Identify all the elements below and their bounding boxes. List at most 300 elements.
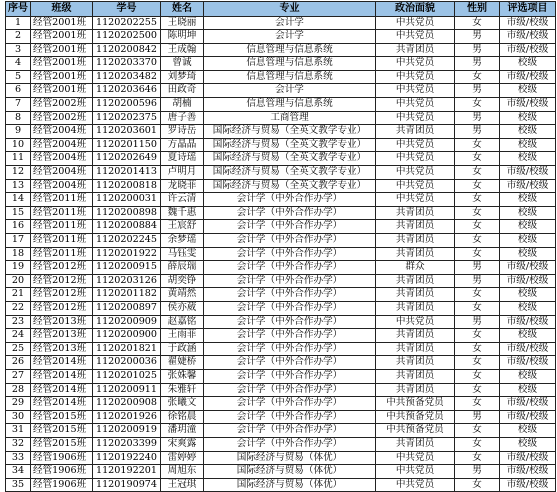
cell-award-level: 市级/校级 bbox=[500, 274, 556, 288]
cell-major: 会计学 bbox=[204, 84, 376, 98]
cell-index: 11 bbox=[6, 152, 31, 166]
cell-award-level: 校级 bbox=[500, 288, 556, 302]
table-row bbox=[6, 206, 556, 220]
cell-student-id: 1120201150 bbox=[93, 138, 161, 152]
cell-award-level: 市级/校级 bbox=[500, 166, 556, 180]
cell-class: 经管1906班 bbox=[31, 451, 93, 465]
cell-major: 会计学（中外合作办学） bbox=[204, 247, 376, 261]
cell-major: 会计学（中外合作办学） bbox=[204, 383, 376, 397]
cell-index: 16 bbox=[6, 220, 31, 234]
document-page bbox=[5, 1, 555, 492]
cell-political-status: 共青团员 bbox=[376, 125, 455, 139]
cell-student-id: 1120200036 bbox=[93, 356, 161, 370]
cell-gender: 女 bbox=[455, 288, 500, 302]
table-row bbox=[6, 356, 556, 370]
cell-student-id: 1120200818 bbox=[93, 179, 161, 193]
cell-class: 经管2011班 bbox=[31, 234, 93, 248]
table-row bbox=[6, 193, 556, 207]
cell-gender: 女 bbox=[455, 383, 500, 397]
table-row bbox=[6, 84, 556, 98]
table-row bbox=[6, 152, 556, 166]
cell-class: 经管2015班 bbox=[31, 437, 93, 451]
cell-award-level: 校级 bbox=[500, 301, 556, 315]
cell-index: 31 bbox=[6, 424, 31, 438]
cell-major: 会计学（中外合作办学） bbox=[204, 193, 376, 207]
cell-index: 2 bbox=[6, 30, 31, 44]
cell-major: 会计学（中外合作办学） bbox=[204, 220, 376, 234]
cell-student-id: 1120190974 bbox=[93, 478, 161, 492]
table-row bbox=[6, 465, 556, 479]
cell-index: 9 bbox=[6, 125, 31, 139]
cell-index: 14 bbox=[6, 193, 31, 207]
cell-political-status: 共青团员 bbox=[376, 329, 455, 343]
cell-award-level: 市级/校级 bbox=[500, 315, 556, 329]
cell-class: 经管2001班 bbox=[31, 84, 93, 98]
cell-political-status: 中共党员 bbox=[376, 30, 455, 44]
cell-name: 胡楠 bbox=[161, 98, 204, 112]
cell-student-id: 1120201922 bbox=[93, 247, 161, 261]
cell-award-level: 市级/校级 bbox=[500, 70, 556, 84]
cell-class: 经管2011班 bbox=[31, 247, 93, 261]
cell-class: 经管2013班 bbox=[31, 329, 93, 343]
cell-student-id: 1120200909 bbox=[93, 315, 161, 329]
table-row bbox=[6, 43, 556, 57]
cell-student-id: 1120200898 bbox=[93, 206, 161, 220]
cell-name: 唐子善 bbox=[161, 111, 204, 125]
cell-major: 会计学（中外合作办学） bbox=[204, 437, 376, 451]
cell-political-status: 共青团员 bbox=[376, 342, 455, 356]
cell-name: 王晓丽 bbox=[161, 16, 204, 30]
cell-gender: 男 bbox=[455, 465, 500, 479]
cell-name: 刘梦琦 bbox=[161, 70, 204, 84]
cell-award-level: 市级/校级 bbox=[500, 30, 556, 44]
cell-gender: 女 bbox=[455, 424, 500, 438]
cell-name: 曾诚 bbox=[161, 57, 204, 71]
cell-name: 黄靖然 bbox=[161, 288, 204, 302]
cell-political-status: 中共党员 bbox=[376, 166, 455, 180]
cell-student-id: 1120202500 bbox=[93, 30, 161, 44]
cell-index: 20 bbox=[6, 274, 31, 288]
cell-gender: 男 bbox=[455, 57, 500, 71]
table-row bbox=[6, 125, 556, 139]
cell-index: 32 bbox=[6, 437, 31, 451]
cell-award-level: 校级 bbox=[500, 206, 556, 220]
cell-class: 经管2014班 bbox=[31, 356, 93, 370]
cell-gender: 男 bbox=[455, 125, 500, 139]
cell-name: 于政涵 bbox=[161, 342, 204, 356]
cell-award-level: 校级 bbox=[500, 247, 556, 261]
header-class: 班级 bbox=[31, 2, 93, 17]
cell-major: 国际经济与贸易（全英文教学专业） bbox=[204, 125, 376, 139]
cell-student-id: 1120200915 bbox=[93, 261, 161, 275]
header-name: 姓名 bbox=[161, 2, 204, 17]
cell-major: 会计学（中外合作办学） bbox=[204, 342, 376, 356]
cell-political-status: 中共党员 bbox=[376, 111, 455, 125]
cell-class: 经管2001班 bbox=[31, 70, 93, 84]
table-row bbox=[6, 30, 556, 44]
cell-index: 19 bbox=[6, 261, 31, 275]
cell-student-id: 1120203601 bbox=[93, 125, 161, 139]
cell-class: 经管1906班 bbox=[31, 478, 93, 492]
cell-index: 10 bbox=[6, 138, 31, 152]
table-row bbox=[6, 16, 556, 30]
cell-award-level: 市级/校级 bbox=[500, 16, 556, 30]
table-row bbox=[6, 111, 556, 125]
cell-class: 经管2014班 bbox=[31, 397, 93, 411]
cell-student-id: 1120200919 bbox=[93, 424, 161, 438]
cell-name: 许云清 bbox=[161, 193, 204, 207]
cell-major: 会计学（中外合作办学） bbox=[204, 424, 376, 438]
cell-name: 马钰雯 bbox=[161, 247, 204, 261]
cell-award-level: 校级 bbox=[500, 152, 556, 166]
cell-index: 3 bbox=[6, 43, 31, 57]
cell-political-status: 共青团员 bbox=[376, 369, 455, 383]
cell-index: 1 bbox=[6, 16, 31, 30]
cell-political-status: 中共党员 bbox=[376, 152, 455, 166]
cell-class: 经管2011班 bbox=[31, 220, 93, 234]
cell-gender: 女 bbox=[455, 397, 500, 411]
cell-name: 夏诗瑶 bbox=[161, 152, 204, 166]
cell-gender: 女 bbox=[455, 301, 500, 315]
cell-gender: 男 bbox=[455, 410, 500, 424]
cell-major: 会计学（中外合作办学） bbox=[204, 356, 376, 370]
cell-class: 经管2012班 bbox=[31, 261, 93, 275]
cell-gender: 女 bbox=[455, 247, 500, 261]
cell-name: 潘玥潼 bbox=[161, 424, 204, 438]
cell-name: 王冠琪 bbox=[161, 478, 204, 492]
cell-name: 宋爽露 bbox=[161, 437, 204, 451]
cell-student-id: 1120200884 bbox=[93, 220, 161, 234]
cell-index: 6 bbox=[6, 84, 31, 98]
cell-major: 会计学（中外合作办学） bbox=[204, 274, 376, 288]
table-row bbox=[6, 234, 556, 248]
cell-name: 龙晓菲 bbox=[161, 179, 204, 193]
table-row bbox=[6, 478, 556, 492]
cell-class: 经管2002班 bbox=[31, 111, 93, 125]
cell-student-id: 1120203399 bbox=[93, 437, 161, 451]
cell-name: 罗诗岳 bbox=[161, 125, 204, 139]
cell-index: 4 bbox=[6, 57, 31, 71]
table-row bbox=[6, 424, 556, 438]
cell-political-status: 中共党员 bbox=[376, 478, 455, 492]
cell-award-level: 市级/校级 bbox=[500, 43, 556, 57]
cell-name: 王雨菲 bbox=[161, 329, 204, 343]
cell-index: 22 bbox=[6, 301, 31, 315]
cell-student-id: 1120192201 bbox=[93, 465, 161, 479]
cell-award-level: 市级/校级 bbox=[500, 451, 556, 465]
cell-class: 经管2004班 bbox=[31, 152, 93, 166]
cell-award-level: 校级 bbox=[500, 383, 556, 397]
cell-student-id: 1120201025 bbox=[93, 369, 161, 383]
cell-class: 经管2002班 bbox=[31, 98, 93, 112]
cell-index: 26 bbox=[6, 356, 31, 370]
cell-name: 张曦文 bbox=[161, 397, 204, 411]
cell-political-status: 中共党员 bbox=[376, 179, 455, 193]
cell-major: 国际经济与贸易（全英文教学专业） bbox=[204, 179, 376, 193]
candidate-table bbox=[5, 1, 556, 492]
cell-major: 会计学（中外合作办学） bbox=[204, 301, 376, 315]
cell-gender: 女 bbox=[455, 166, 500, 180]
cell-gender: 女 bbox=[455, 16, 500, 30]
cell-index: 34 bbox=[6, 465, 31, 479]
cell-class: 经管2001班 bbox=[31, 16, 93, 30]
table-row bbox=[6, 261, 556, 275]
header-gender: 性别 bbox=[455, 2, 500, 17]
cell-index: 27 bbox=[6, 369, 31, 383]
cell-student-id: 1120201821 bbox=[93, 342, 161, 356]
cell-major: 国际经济与贸易（全英文教学专业） bbox=[204, 166, 376, 180]
cell-name: 田政奇 bbox=[161, 84, 204, 98]
header-student-id: 学号 bbox=[93, 2, 161, 17]
cell-major: 信息管理与信息系统 bbox=[204, 57, 376, 71]
cell-award-level: 市级/校级 bbox=[500, 478, 556, 492]
cell-student-id: 1120200596 bbox=[93, 98, 161, 112]
cell-student-id: 1120201413 bbox=[93, 166, 161, 180]
cell-student-id: 1120201182 bbox=[93, 288, 161, 302]
cell-name: 翟婕桥 bbox=[161, 356, 204, 370]
header-award-level: 评选项目 bbox=[500, 2, 556, 17]
cell-student-id: 1120200031 bbox=[93, 193, 161, 207]
cell-student-id: 1120200911 bbox=[93, 383, 161, 397]
cell-index: 12 bbox=[6, 166, 31, 180]
cell-political-status: 共青团员 bbox=[376, 356, 455, 370]
cell-name: 朱雅轩 bbox=[161, 383, 204, 397]
cell-name: 徐铭晨 bbox=[161, 410, 204, 424]
cell-gender: 女 bbox=[455, 437, 500, 451]
table-row bbox=[6, 383, 556, 397]
cell-class: 经管2013班 bbox=[31, 315, 93, 329]
cell-name: 王宸舒 bbox=[161, 220, 204, 234]
cell-gender: 男 bbox=[455, 261, 500, 275]
cell-gender: 女 bbox=[455, 179, 500, 193]
table-row bbox=[6, 437, 556, 451]
cell-index: 17 bbox=[6, 234, 31, 248]
cell-student-id: 1120202255 bbox=[93, 16, 161, 30]
cell-political-status: 中共党员 bbox=[376, 16, 455, 30]
cell-gender: 女 bbox=[455, 369, 500, 383]
cell-political-status: 共青团员 bbox=[376, 274, 455, 288]
cell-gender: 男 bbox=[455, 315, 500, 329]
cell-major: 会计学 bbox=[204, 16, 376, 30]
header-index: 序号 bbox=[6, 2, 31, 17]
cell-political-status: 中共预备党员 bbox=[376, 424, 455, 438]
cell-award-level: 校级 bbox=[500, 220, 556, 234]
cell-student-id: 1120200908 bbox=[93, 397, 161, 411]
cell-major: 会计学（中外合作办学） bbox=[204, 397, 376, 411]
table-row bbox=[6, 70, 556, 84]
cell-class: 经管2004班 bbox=[31, 166, 93, 180]
cell-gender: 女 bbox=[455, 138, 500, 152]
cell-political-status: 群众 bbox=[376, 261, 455, 275]
cell-class: 经管2011班 bbox=[31, 193, 93, 207]
cell-award-level: 校级 bbox=[500, 193, 556, 207]
cell-gender: 女 bbox=[455, 329, 500, 343]
cell-major: 国际经济与贸易（全英文教学专业） bbox=[204, 138, 376, 152]
cell-major: 国际经济与贸易（体优） bbox=[204, 465, 376, 479]
cell-student-id: 1120202245 bbox=[93, 234, 161, 248]
cell-class: 经管2014班 bbox=[31, 369, 93, 383]
cell-gender: 男 bbox=[455, 274, 500, 288]
cell-political-status: 共青团员 bbox=[376, 220, 455, 234]
cell-award-level: 校级 bbox=[500, 234, 556, 248]
cell-political-status: 中共党员 bbox=[376, 84, 455, 98]
cell-gender: 男 bbox=[455, 111, 500, 125]
cell-index: 29 bbox=[6, 397, 31, 411]
cell-political-status: 共青团员 bbox=[376, 247, 455, 261]
cell-gender: 女 bbox=[455, 478, 500, 492]
cell-award-level: 校级 bbox=[500, 57, 556, 71]
cell-class: 经管2001班 bbox=[31, 57, 93, 71]
cell-index: 21 bbox=[6, 288, 31, 302]
cell-political-status: 中共党员 bbox=[376, 315, 455, 329]
cell-class: 经管2004班 bbox=[31, 125, 93, 139]
cell-award-level: 校级 bbox=[500, 138, 556, 152]
cell-name: 雷婷婷 bbox=[161, 451, 204, 465]
cell-political-status: 中共党员 bbox=[376, 451, 455, 465]
cell-name: 周旭东 bbox=[161, 465, 204, 479]
cell-student-id: 1120203126 bbox=[93, 274, 161, 288]
cell-index: 28 bbox=[6, 383, 31, 397]
cell-index: 18 bbox=[6, 247, 31, 261]
cell-class: 经管2012班 bbox=[31, 274, 93, 288]
cell-name: 方晶晶 bbox=[161, 138, 204, 152]
cell-class: 经管2013班 bbox=[31, 342, 93, 356]
cell-major: 工商管理 bbox=[204, 111, 376, 125]
cell-student-id: 1120201926 bbox=[93, 410, 161, 424]
cell-major: 国际经济与贸易（全英文教学专业） bbox=[204, 152, 376, 166]
cell-major: 会计学 bbox=[204, 30, 376, 44]
cell-political-status: 共青团员 bbox=[376, 437, 455, 451]
cell-index: 15 bbox=[6, 206, 31, 220]
cell-political-status: 中共党员 bbox=[376, 465, 455, 479]
cell-gender: 男 bbox=[455, 43, 500, 57]
cell-award-level: 市级/校级 bbox=[500, 98, 556, 112]
cell-political-status: 共青团员 bbox=[376, 206, 455, 220]
cell-name: 张姝馨 bbox=[161, 369, 204, 383]
cell-class: 经管2015班 bbox=[31, 424, 93, 438]
cell-award-level: 校级 bbox=[500, 329, 556, 343]
table-body bbox=[6, 16, 556, 492]
table-row bbox=[6, 166, 556, 180]
cell-gender: 女 bbox=[455, 206, 500, 220]
table-row bbox=[6, 329, 556, 343]
cell-award-level: 市级/校级 bbox=[500, 261, 556, 275]
table-row bbox=[6, 288, 556, 302]
cell-major: 会计学（中外合作办学） bbox=[204, 369, 376, 383]
cell-class: 经管2012班 bbox=[31, 301, 93, 315]
table-row bbox=[6, 397, 556, 411]
cell-political-status: 中共党员 bbox=[376, 57, 455, 71]
cell-name: 胡奕铮 bbox=[161, 274, 204, 288]
cell-major: 信息管理与信息系统 bbox=[204, 70, 376, 84]
cell-gender: 女 bbox=[455, 220, 500, 234]
cell-gender: 女 bbox=[455, 193, 500, 207]
cell-major: 会计学（中外合作办学） bbox=[204, 329, 376, 343]
table-row bbox=[6, 179, 556, 193]
cell-class: 经管2001班 bbox=[31, 30, 93, 44]
cell-index: 33 bbox=[6, 451, 31, 465]
cell-award-level: 市级/校级 bbox=[500, 179, 556, 193]
cell-class: 经管2004班 bbox=[31, 138, 93, 152]
cell-name: 余梦瑶 bbox=[161, 234, 204, 248]
cell-gender: 女 bbox=[455, 234, 500, 248]
cell-index: 7 bbox=[6, 98, 31, 112]
cell-major: 会计学（中外合作办学） bbox=[204, 410, 376, 424]
cell-student-id: 1120203646 bbox=[93, 84, 161, 98]
table-row bbox=[6, 98, 556, 112]
cell-award-level: 校级 bbox=[500, 437, 556, 451]
cell-student-id: 1120203482 bbox=[93, 70, 161, 84]
cell-political-status: 共青团员 bbox=[376, 383, 455, 397]
cell-class: 经管2015班 bbox=[31, 410, 93, 424]
cell-political-status: 共青团员 bbox=[376, 43, 455, 57]
cell-political-status: 共青团员 bbox=[376, 234, 455, 248]
header-major: 专业 bbox=[204, 2, 376, 17]
cell-index: 5 bbox=[6, 70, 31, 84]
cell-political-status: 中共党员 bbox=[376, 98, 455, 112]
cell-political-status: 共青团员 bbox=[376, 301, 455, 315]
cell-student-id: 1120200900 bbox=[93, 329, 161, 343]
cell-name: 赵嘉铭 bbox=[161, 315, 204, 329]
cell-student-id: 1120202649 bbox=[93, 152, 161, 166]
cell-award-level: 市级/校级 bbox=[500, 397, 556, 411]
cell-major: 会计学（中外合作办学） bbox=[204, 261, 376, 275]
cell-index: 30 bbox=[6, 410, 31, 424]
cell-index: 13 bbox=[6, 179, 31, 193]
cell-student-id: 1120200842 bbox=[93, 43, 161, 57]
cell-gender: 女 bbox=[455, 342, 500, 356]
cell-gender: 男 bbox=[455, 84, 500, 98]
table-row bbox=[6, 274, 556, 288]
cell-name: 陈明坤 bbox=[161, 30, 204, 44]
cell-student-id: 1120192240 bbox=[93, 451, 161, 465]
cell-major: 会计学（中外合作办学） bbox=[204, 206, 376, 220]
cell-gender: 女 bbox=[455, 451, 500, 465]
cell-student-id: 1120202375 bbox=[93, 111, 161, 125]
cell-class: 经管2014班 bbox=[31, 383, 93, 397]
cell-index: 25 bbox=[6, 342, 31, 356]
cell-index: 8 bbox=[6, 111, 31, 125]
cell-award-level: 市级/校级 bbox=[500, 342, 556, 356]
cell-name: 侯亦葳 bbox=[161, 301, 204, 315]
cell-index: 24 bbox=[6, 329, 31, 343]
cell-gender: 男 bbox=[455, 30, 500, 44]
cell-index: 35 bbox=[6, 478, 31, 492]
cell-class: 经管2004班 bbox=[31, 179, 93, 193]
table-row bbox=[6, 247, 556, 261]
cell-gender: 女 bbox=[455, 356, 500, 370]
cell-student-id: 1120203370 bbox=[93, 57, 161, 71]
cell-class: 经管2001班 bbox=[31, 43, 93, 57]
cell-award-level: 校级 bbox=[500, 125, 556, 139]
cell-class: 经管1906班 bbox=[31, 465, 93, 479]
cell-award-level: 市级/校级 bbox=[500, 465, 556, 479]
cell-political-status: 共青团员 bbox=[376, 288, 455, 302]
cell-name: 卢明月 bbox=[161, 166, 204, 180]
table-row bbox=[6, 410, 556, 424]
cell-class: 经管2012班 bbox=[31, 288, 93, 302]
cell-award-level: 市级/校级 bbox=[500, 410, 556, 424]
table-row bbox=[6, 315, 556, 329]
cell-gender: 女 bbox=[455, 152, 500, 166]
table-row bbox=[6, 220, 556, 234]
table-row bbox=[6, 369, 556, 383]
table-row bbox=[6, 138, 556, 152]
cell-gender: 女 bbox=[455, 70, 500, 84]
cell-major: 会计学（中外合作办学） bbox=[204, 315, 376, 329]
cell-major: 国际经济与贸易（体优） bbox=[204, 451, 376, 465]
cell-major: 国际经济与贸易（体优） bbox=[204, 478, 376, 492]
